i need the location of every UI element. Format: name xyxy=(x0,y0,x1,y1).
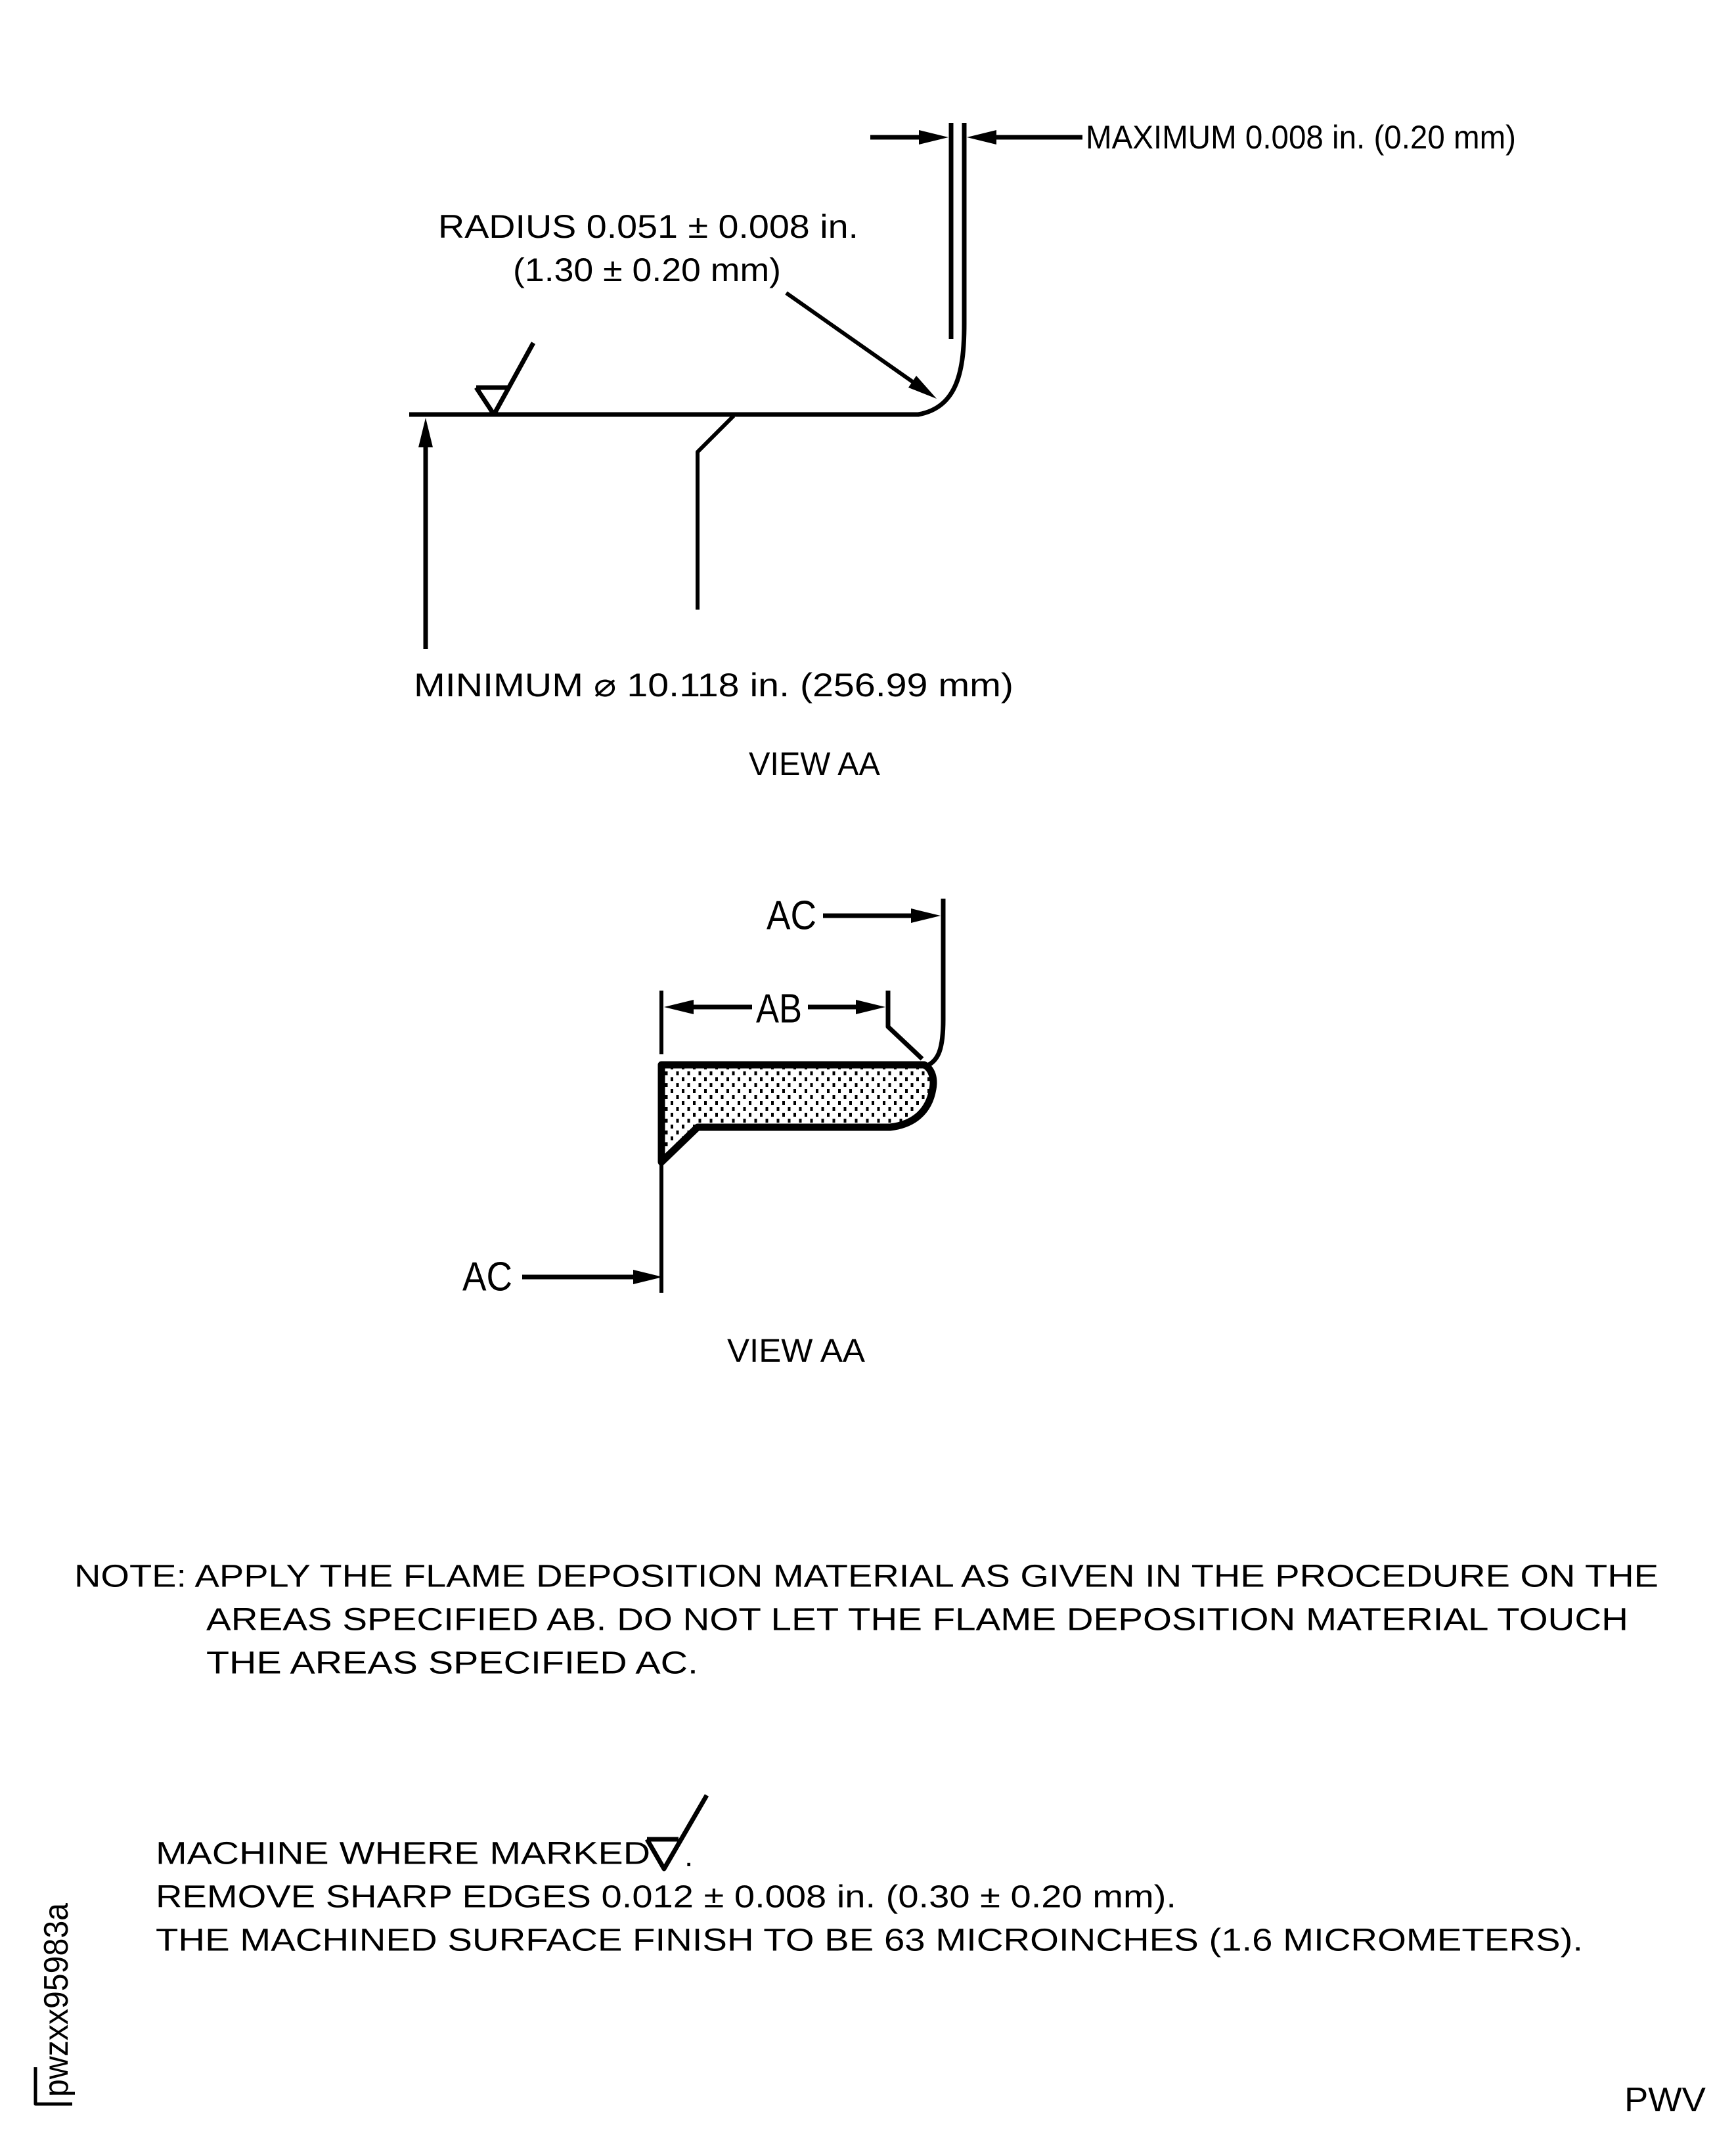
ac-bottom-leader xyxy=(462,1255,663,1300)
surface-finish-text: THE MACHINED SURFACE FINISH TO BE 63 MICROINCHES (1.6 MICROMETERS). xyxy=(156,1923,1583,1958)
max-thickness-dimension xyxy=(870,119,1516,156)
min-diameter-label: MINIMUM ⌀ 10.118 in. (256.99 mm) xyxy=(414,667,1013,704)
radius-label-line1: RADIUS 0.051 ± 0.008 in. xyxy=(438,208,858,245)
figure-id-vertical: pwzxx95983a xyxy=(37,1888,76,2097)
surface-finish-symbol-view1 xyxy=(476,343,533,414)
radius-callout xyxy=(438,208,937,399)
remove-sharp-edges-text: REMOVE SHARP EDGES 0.012 ± 0.008 in. (0.30 ± 0.20 mm). xyxy=(156,1879,1176,1915)
machining-instructions xyxy=(156,1795,1583,1958)
max-dim-arrow-left xyxy=(919,130,948,145)
radius-leader-line xyxy=(786,293,914,383)
ab-label: AB xyxy=(756,986,802,1032)
radius-leader-arrow xyxy=(908,376,937,399)
ab-ext-line-right xyxy=(888,991,922,1059)
view2-detail xyxy=(462,893,943,1370)
max-dim-arrow-right xyxy=(967,130,996,145)
max-thickness-label: MAXIMUM 0.008 in. (0.20 mm) xyxy=(1086,119,1516,156)
view1-detail xyxy=(409,119,1516,782)
ac-top-leader xyxy=(767,893,941,939)
ab-arrow-right xyxy=(856,1000,885,1014)
ac-bottom-label: AC xyxy=(462,1254,512,1300)
ab-dimension xyxy=(661,987,922,1060)
ac-top-label: AC xyxy=(767,893,816,939)
view1-flange-jog-line xyxy=(698,416,734,610)
ab-arrow-left xyxy=(664,1000,694,1014)
radius-label-line2: (1.30 ± 0.20 mm) xyxy=(513,252,781,288)
view1-title: VIEW AA xyxy=(749,746,881,782)
machine-sentence-period: . xyxy=(684,1839,694,1873)
page-code: PWV xyxy=(1624,2081,1706,2119)
ac-top-arrow xyxy=(911,908,941,923)
min-diameter-dimension xyxy=(414,418,1013,704)
min-dim-arrow-up xyxy=(418,418,433,447)
ac-bottom-arrow xyxy=(633,1270,663,1284)
note-line-3: THE AREAS SPECIFIED AC. xyxy=(206,1646,698,1681)
view2-part-edge xyxy=(929,899,943,1065)
flame-deposition-area xyxy=(661,1065,933,1162)
machine-where-marked-text: MACHINE WHERE MARKED xyxy=(156,1836,651,1871)
view2-title: VIEW AA xyxy=(727,1332,866,1369)
note-line-1: NOTE: APPLY THE FLAME DEPOSITION MATERIAL AS GIVEN IN THE PROCEDURE ON THE xyxy=(74,1559,1658,1594)
note-block xyxy=(74,1559,1658,1681)
note-line-2: AREAS SPECIFIED AB. DO NOT LET THE FLAME DEPOSITION MATERIAL TOUCH xyxy=(206,1602,1628,1638)
surface-finish-symbol-inline xyxy=(647,1795,707,1869)
